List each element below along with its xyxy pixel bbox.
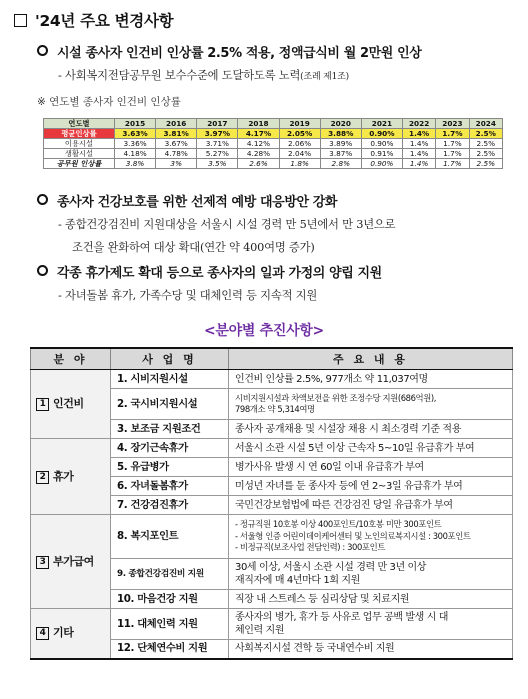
rate-cell: 2.06% — [279, 139, 320, 149]
rate-cell: 1.7% — [436, 159, 469, 169]
project-name: 3. 보조금 지원조건 — [111, 420, 229, 439]
category-fringe-benefits: 3 부가급여 — [31, 515, 111, 609]
rate-cell: 3.97% — [197, 129, 238, 139]
point1-detail: - 사회복지전담공무원 보수수준에 도달하도록 노력(조례 제1조) — [58, 69, 349, 82]
rate-cell: 0.90% — [361, 139, 402, 149]
rate-cell: 2.5% — [469, 159, 502, 169]
rate-cell: 3.8% — [115, 159, 156, 169]
rate-cell: 3.5% — [197, 159, 238, 169]
rate-cell: 1.7% — [436, 129, 469, 139]
project-name: 12. 단체연수비 지원 — [111, 640, 229, 659]
rates-table — [43, 118, 503, 169]
rate-cell: 1.4% — [402, 159, 435, 169]
number-box-icon: 2 — [36, 471, 49, 484]
section-title: <분야별 추진사항> — [203, 323, 324, 339]
table-row — [31, 609, 513, 640]
project-name: 9. 종합건강검진비 지원 — [111, 559, 229, 590]
category-other: 4 기타 — [31, 609, 111, 659]
number-box-icon: 4 — [36, 627, 49, 640]
rate-cell: 1.7% — [436, 149, 469, 159]
rate-cell: 3.67% — [156, 139, 197, 149]
rate-cell: 4.28% — [238, 149, 279, 159]
project-content: 병가사유 발생 시 연 60일 이내 유급휴가 부여 — [229, 458, 513, 477]
rates-header-row — [44, 119, 503, 129]
year-cell: 2018 — [238, 119, 279, 129]
project-content: 서울시 소관 시설 5년 이상 근속자 5~10일 유급휴가 부여 — [229, 439, 513, 458]
rates-row-average — [44, 129, 503, 139]
rate-cell: 2.8% — [320, 159, 361, 169]
year-cell: 2023 — [436, 119, 469, 129]
category-vacation: 2 휴가 — [31, 439, 111, 515]
project-name: 4. 장기근속휴가 — [111, 439, 229, 458]
rates-row-use-facility — [44, 139, 503, 149]
row-label: 평균인상률 — [44, 129, 115, 139]
project-name: 11. 대체인력 지원 — [111, 609, 229, 640]
main-table — [30, 347, 513, 660]
point1-heading: 시설 종사자 인건비 인상률 2.5% 적용, 정액급식비 월 2만원 인상 — [37, 42, 421, 61]
rate-cell: 4.12% — [238, 139, 279, 149]
rate-note: ※ 연도별 종사자 인건비 인상률 — [37, 96, 181, 108]
project-content: 직장 내 스트레스 등 심리상담 및 치료지원 — [229, 590, 513, 609]
rate-cell: 4.18% — [115, 149, 156, 159]
project-name: 1. 시비지원시설 — [111, 370, 229, 389]
project-name: 10. 마음건강 지원 — [111, 590, 229, 609]
year-cell: 2019 — [279, 119, 320, 129]
project-content: 30세 이상, 서울시 소관 시설 경력 만 3년 이상 재직자에 매 4년마다 1회 지원 — [229, 559, 513, 590]
year-cell: 2022 — [402, 119, 435, 129]
rate-cell: 3.63% — [115, 129, 156, 139]
project-name: 8. 복지포인트 — [111, 515, 229, 559]
rate-cell: 2.6% — [238, 159, 279, 169]
point3-heading: 각종 휴가제도 확대 등으로 종사자의 일과 가정의 양립 지원 — [37, 262, 382, 281]
rate-cell: 3% — [156, 159, 197, 169]
point2-detail-line2: 조건을 완화하여 대상 확대(연간 약 400여명 증가) — [72, 241, 315, 254]
checkbox-square-icon — [14, 14, 27, 27]
rates-header-label: 연도별 — [44, 119, 115, 129]
project-content: 종사자의 병가, 휴가 등 사유로 업무 공백 발생 시 대 체인력 지원 — [229, 609, 513, 640]
rate-cell: 4.78% — [156, 149, 197, 159]
rate-cell: 3.87% — [320, 149, 361, 159]
row-label: 공무원 인상률 — [44, 159, 115, 169]
rate-cell: 1.8% — [279, 159, 320, 169]
rate-cell: 2.5% — [469, 149, 502, 159]
circle-bullet-icon — [37, 194, 48, 205]
main-header-row — [31, 348, 513, 370]
project-name: 2. 국시비지원시설 — [111, 389, 229, 420]
rate-cell: 3.88% — [320, 129, 361, 139]
page-title: '24년 주요 변경사항 — [14, 9, 173, 31]
rate-cell: 5.27% — [197, 149, 238, 159]
rate-cell: 0.90% — [361, 129, 402, 139]
table-row — [31, 439, 513, 458]
table-row — [31, 370, 513, 389]
rate-cell: 1.4% — [402, 129, 435, 139]
row-label: 생활시설 — [44, 149, 115, 159]
year-cell: 2021 — [361, 119, 402, 129]
year-cell: 2017 — [197, 119, 238, 129]
year-cell: 2024 — [469, 119, 502, 129]
project-content: 국민건강보험법에 따른 건강검진 당일 유급휴가 부여 — [229, 496, 513, 515]
year-cell: 2016 — [156, 119, 197, 129]
point2-heading: 종사자 건강보호를 위한 선제적 예방 대응방안 강화 — [37, 191, 337, 210]
row-label: 이용시설 — [44, 139, 115, 149]
header-content: 주 요 내 용 — [229, 348, 513, 370]
circle-bullet-icon — [37, 45, 48, 56]
point3-detail: - 자녀돌봄 휴가, 가족수당 및 대체인력 등 지속적 지원 — [58, 289, 318, 302]
project-content: 사회복지시설 견학 등 국내연수비 지원 — [229, 640, 513, 659]
rate-cell: 1.4% — [402, 139, 435, 149]
number-box-icon: 3 — [36, 556, 49, 569]
rate-cell: 3.89% — [320, 139, 361, 149]
header-category: 분 야 — [31, 348, 111, 370]
year-cell: 2020 — [320, 119, 361, 129]
rate-cell: 0.90% — [361, 159, 402, 169]
rate-cell: 3.81% — [156, 129, 197, 139]
rate-cell: 2.5% — [469, 139, 502, 149]
project-content: 종사자 공개채용 및 시설장 채용 시 최소경력 기준 적용 — [229, 420, 513, 439]
category-labor: 1 인건비 — [31, 370, 111, 439]
rates-row-living-facility — [44, 149, 503, 159]
project-name: 5. 유급병가 — [111, 458, 229, 477]
header-project: 사 업 명 — [111, 348, 229, 370]
project-content: 인건비 인상률 2.5%, 977개소 약 11,037여명 — [229, 370, 513, 389]
rate-cell: 1.7% — [436, 139, 469, 149]
year-cell: 2015 — [115, 119, 156, 129]
rate-cell: 3.71% — [197, 139, 238, 149]
rate-cell: 2.5% — [469, 129, 502, 139]
rate-cell: 4.17% — [238, 129, 279, 139]
rates-row-public-servant — [44, 159, 503, 169]
table-row — [31, 515, 513, 559]
rate-cell: 3.36% — [115, 139, 156, 149]
project-name: 7. 건강검진휴가 — [111, 496, 229, 515]
project-content: - 정규직원 10호봉 이상 400포인트/10호봉 미만 300포인트 - 서울형 인증 어린이데이케어센터 및 노인의료복지시설 : 300포인트 - 비정규직(보조사업 전담인력) : 300포인트 — [229, 515, 513, 559]
rate-cell: 0.91% — [361, 149, 402, 159]
project-content: 시비지원시설과 차액보전을 위한 조정수당 지원(686억원), 798개소 약 5,314여명 — [229, 389, 513, 420]
project-name: 6. 자녀돌봄휴가 — [111, 477, 229, 496]
rate-cell: 1.4% — [402, 149, 435, 159]
project-content: 미성년 자녀를 둔 종사자 등에 연 2~3일 유급휴가 부여 — [229, 477, 513, 496]
rate-cell: 2.05% — [279, 129, 320, 139]
rate-cell: 2.04% — [279, 149, 320, 159]
circle-bullet-icon — [37, 265, 48, 276]
number-box-icon: 1 — [36, 398, 49, 411]
point2-detail-line1: - 종합건강검진비 지원대상을 서울시 시설 경력 만 5년에서 만 3년으로 — [58, 218, 396, 231]
